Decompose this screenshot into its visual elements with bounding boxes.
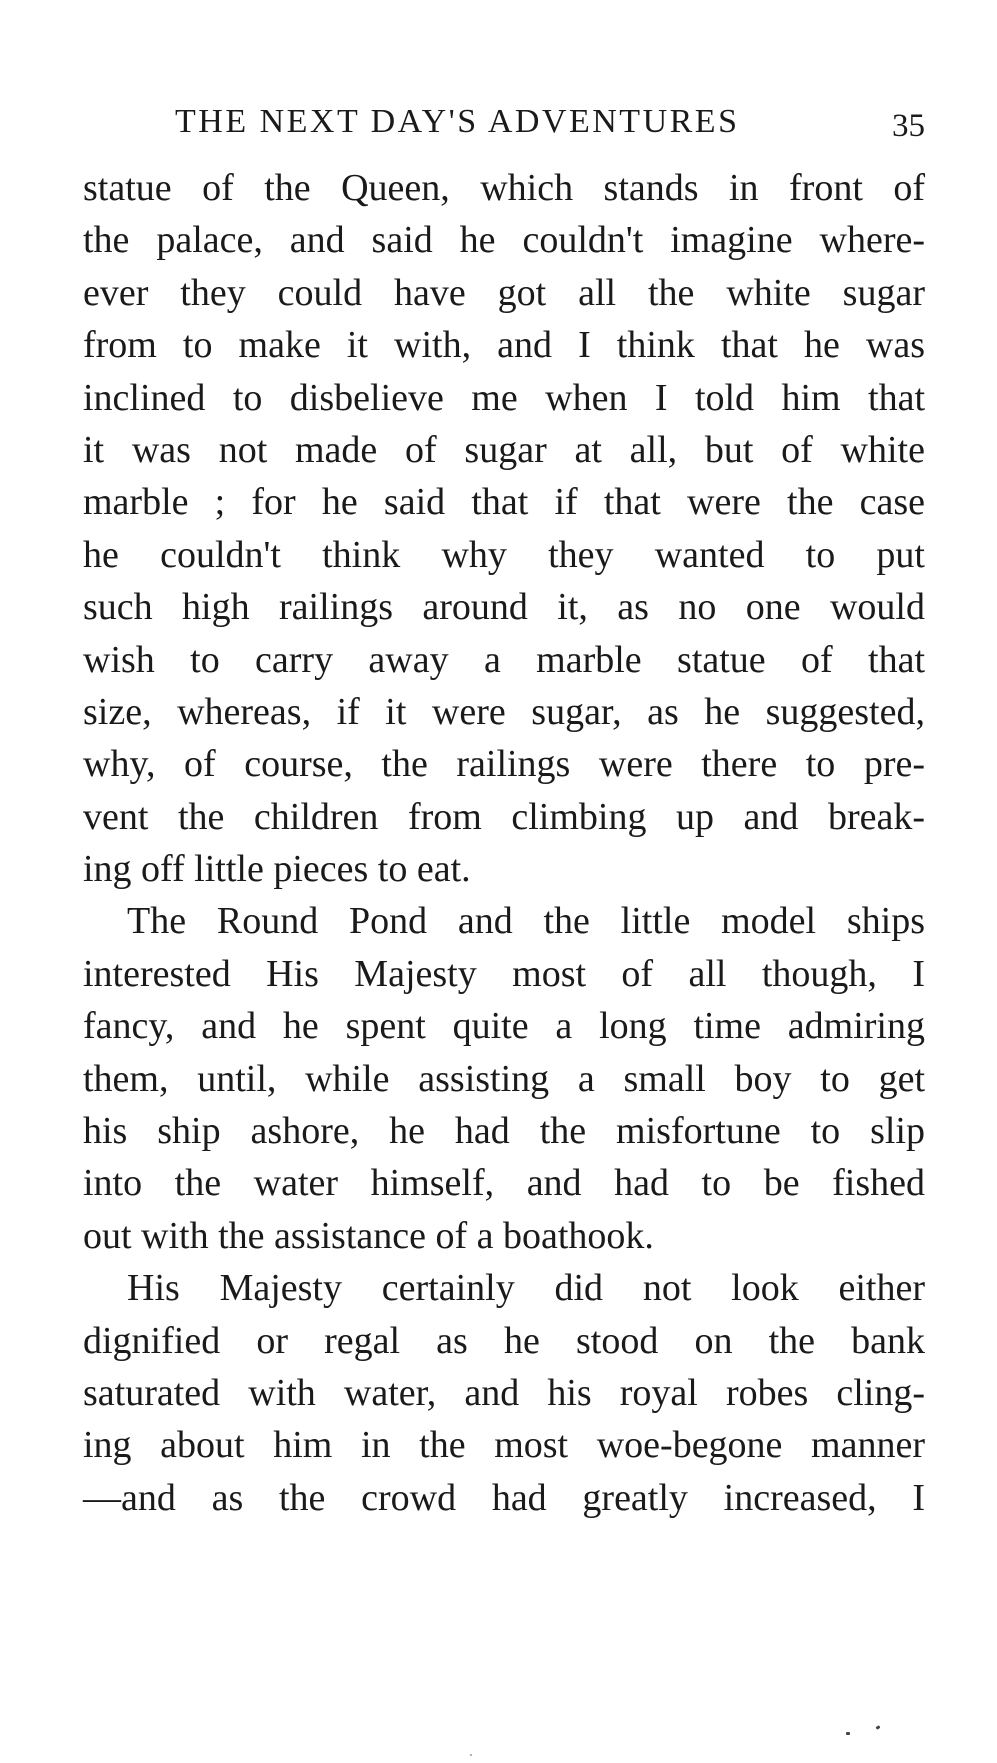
text-line: inclined to disbelieve me when I told him that [83, 376, 925, 419]
text-line: marble ; for he said that if that were the case [83, 481, 925, 524]
text-line: them, until, while assisting a small boy to get [83, 1057, 925, 1100]
text-line: ever they could have got all the white sugar [83, 271, 925, 314]
paragraph-2 [83, 895, 925, 1262]
text-line: statue of the Queen, which stands in front of [83, 167, 925, 209]
text-line: into the water himself, and had to be fished [83, 1162, 925, 1205]
text-line: he couldn't think why they wanted to put [83, 533, 925, 576]
text-line: out with the assistance of a boathook. [83, 1214, 654, 1257]
page-number: 35 [892, 108, 925, 144]
text-line: His Majesty certainly did not look either [127, 1267, 925, 1310]
print-speck [846, 1732, 850, 1735]
text-line: it was not made of sugar at all, but of white [83, 428, 925, 471]
text-line: saturated with water, and his royal robes cling- [83, 1371, 925, 1414]
text-line: size, whereas, if it were sugar, as he suggested, [83, 690, 925, 733]
text-line: The Round Pond and the little model ships [127, 900, 925, 943]
text-line: —and as the crowd had greatly increased, I [83, 1476, 925, 1519]
text-line: ing about him in the most woe-begone manner [83, 1424, 925, 1467]
text-line: why, of course, the railings were there to pre- [83, 743, 925, 786]
text-line: ing off little pieces to eat. [83, 848, 471, 891]
text-line: dignified or regal as he stood on the bank [83, 1319, 925, 1362]
text-line: wish to carry away a marble statue of that [83, 638, 925, 681]
text-line: interested His Majesty most of all though, I [83, 952, 925, 995]
paragraph-1 [83, 162, 925, 895]
text-line: such high railings around it, as no one would [83, 586, 925, 629]
body-text [83, 162, 925, 1524]
text-line: vent the children from climbing up and break- [83, 795, 925, 838]
text-line: the palace, and said he couldn't imagine where- [83, 219, 925, 262]
running-title: THE NEXT DAY'S ADVENTURES [175, 103, 740, 140]
text-line: fancy, and he spent quite a long time admiring [83, 1005, 925, 1048]
text-line: his ship ashore, he had the misfortune to slip [83, 1110, 925, 1153]
print-speck [876, 1725, 881, 1730]
print-speck [470, 1754, 472, 1756]
running-head [80, 100, 925, 144]
paragraph-3 [83, 1262, 925, 1524]
text-line: from to make it with, and I think that he was [83, 324, 925, 367]
